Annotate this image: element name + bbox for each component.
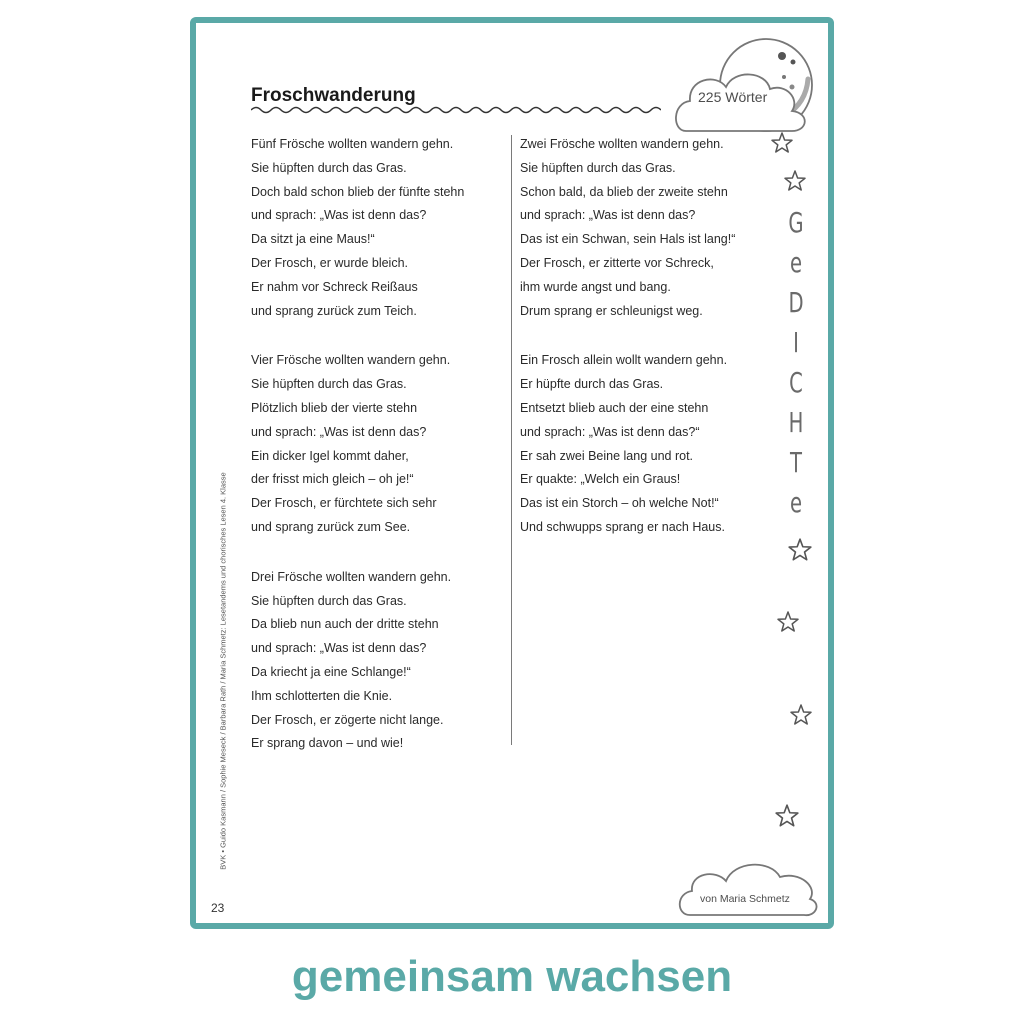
poem-line: Sie hüpften durch das Gras.	[251, 377, 407, 392]
star-icon	[770, 131, 794, 155]
side-heading-letter: T	[790, 446, 802, 479]
side-heading-letter: G	[788, 206, 804, 239]
poem-line: der frisst mich gleich – oh je!“	[251, 472, 414, 487]
poem-line: Sie hüpften durch das Gras.	[251, 593, 407, 608]
poem-title: Froschwanderung	[251, 85, 416, 106]
poem-line: Ihm schlotterten die Knie.	[251, 688, 393, 703]
poem-line: Entsetzt blieb auch der eine stehn	[520, 400, 709, 415]
poem-line: Drei Frösche wollten wandern gehn.	[251, 569, 452, 584]
page-number: 23	[211, 901, 225, 915]
star-icon	[774, 803, 800, 829]
side-heading-letter: H	[788, 406, 804, 439]
poem-line: Der Frosch, er zögerte nicht lange.	[251, 712, 444, 727]
word-count-label: 225 Wörter	[698, 89, 768, 105]
side-heading-letter: C	[789, 366, 803, 399]
poem-line: Ein Frosch allein wollt wandern gehn.	[520, 353, 728, 368]
poem-line: Der Frosch, er zitterte vor Schreck,	[520, 255, 714, 270]
side-heading-gedichte	[775, 203, 817, 523]
poem-left-column	[251, 133, 506, 782]
poem-line: Sie hüpften durch das Gras.	[520, 160, 676, 175]
poem-line: Doch bald schon blieb der fünfte stehn	[251, 184, 465, 199]
worksheet-page	[190, 17, 834, 929]
stanza	[520, 349, 765, 539]
side-heading-letter: e	[789, 486, 803, 519]
poem-line: Zwei Frösche wollten wandern gehn.	[520, 137, 724, 151]
poem-line: und sprang zurück zum See.	[251, 519, 411, 534]
star-icon	[783, 169, 807, 193]
poem-line: Das ist ein Schwan, sein Hals ist lang!“	[520, 232, 736, 247]
stanza	[251, 349, 506, 539]
poem-line: Er nahm vor Schreck Reißaus	[251, 279, 418, 294]
footer-slogan: gemeinsam wachsen	[291, 952, 733, 1001]
poem-line: Schon bald, da blieb der zweite stehn	[520, 184, 728, 199]
poem-line: Er sprang davon – und wie!	[251, 736, 404, 751]
poem-line: Der Frosch, er wurde bleich.	[251, 255, 409, 270]
column-divider	[511, 135, 512, 745]
poem-line: Vier Frösche wollten wandern gehn.	[251, 353, 451, 368]
cloud-icon	[676, 841, 820, 921]
poem-line: Plötzlich blieb der vierte stehn	[251, 400, 418, 415]
poem-line: Drum sprang er schleunigst weg.	[520, 303, 703, 318]
poem-line: Da sitzt ja eine Maus!“	[251, 232, 375, 247]
poem-line: Ein dicker Igel kommt daher,	[251, 448, 409, 463]
moon-cloud-icon	[672, 29, 822, 135]
poem-line: Fünf Frösche wollten wandern gehn.	[251, 137, 454, 151]
poem-line: Sie hüpften durch das Gras.	[251, 160, 407, 175]
stanza	[251, 133, 506, 323]
poem-line: und sprach: „Was ist denn das?	[251, 641, 427, 656]
stanza	[520, 133, 765, 323]
side-heading-letter: e	[789, 246, 803, 279]
star-icon	[787, 537, 813, 563]
side-heading-letter: D	[788, 286, 804, 319]
poem-line: Da kriecht ja eine Schlange!“	[251, 664, 411, 679]
author-credit: von Maria Schmetz	[700, 893, 790, 905]
side-heading-letter: I	[793, 326, 799, 359]
poem-line: Er quakte: „Welch ein Graus!	[520, 472, 681, 487]
publisher-credit-text: BVK • Guido Kasmann / Sophie Meseck / Barbara Rath / Maria Schmetz: Lesetandems und chorisches Lesen 4. Klasse	[218, 472, 228, 870]
poem-right-column	[520, 133, 765, 566]
poem-line: Der Frosch, er fürchtete sich sehr	[251, 496, 437, 511]
poem-line: ihm wurde angst und bang.	[520, 279, 671, 294]
poem-line: Er hüpfte durch das Gras.	[520, 377, 664, 392]
wavy-underline	[251, 105, 661, 115]
poem-line: und sprach: „Was ist denn das?	[520, 208, 696, 223]
poem-line: Und schwupps sprang er nach Haus.	[520, 519, 725, 534]
star-icon	[789, 703, 813, 727]
poem-line: und sprach: „Was ist denn das?“	[520, 424, 700, 439]
poem-line: und sprach: „Was ist denn das?	[251, 424, 427, 439]
publisher-credit	[216, 466, 230, 876]
poem-line: Er sah zwei Beine lang und rot.	[520, 448, 694, 463]
stanza	[251, 566, 506, 756]
poem-line: Da blieb nun auch der dritte stehn	[251, 617, 439, 632]
poem-line: Das ist ein Storch – oh welche Not!“	[520, 496, 719, 511]
star-icon	[776, 610, 800, 634]
poem-line: und sprach: „Was ist denn das?	[251, 208, 427, 223]
poem-line: und sprang zurück zum Teich.	[251, 303, 417, 318]
